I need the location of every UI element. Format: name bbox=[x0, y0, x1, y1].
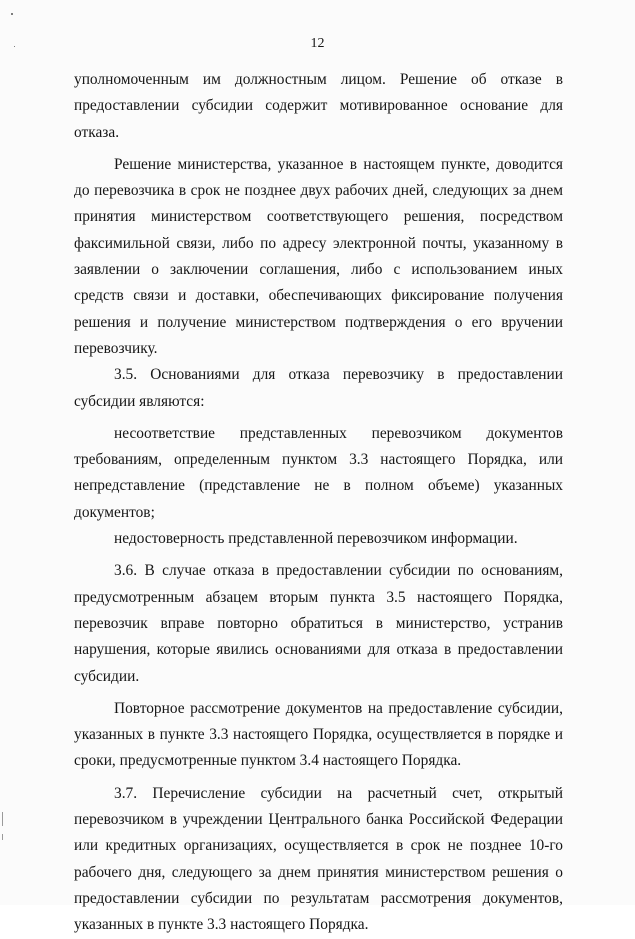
paragraph: 3.5. Основаниями для отказа перевозчику в предоставлении субсидии являются: bbox=[74, 366, 563, 410]
list-item: недостоверность представленной перевозчиком информации. bbox=[114, 530, 518, 548]
document-body bbox=[74, 67, 563, 939]
paragraph: уполномоченным им должностным лицом. Решение об отказе в предоставлении субсидии содержит мотивированное основание для отказа. bbox=[74, 71, 563, 141]
paragraph: Решение министерства, указанное в настоящем пункте, доводится до перевозчика в срок не позднее двух рабочих дней, следующих за днем принятия министерством соответствующего решения, посредством факсимильной связи, либо по адресу электронной почты, указанному в заявлении о заключении соглашения, либо с использованием иных средств связи и доставки, обеспечивающих фиксирование получения решения и получение министерством подтверждения о его вручении перевозчику. bbox=[74, 155, 563, 357]
scan-edge-mark bbox=[2, 834, 3, 840]
paragraph: 3.7. Перечисление субсидии на расчетный счет, открытый перевозчиком в учреждении Центрального банка Российской Федерации или кредитных организациях, осуществляется в срок не позднее 10-го рабочего дня, следующего за днем принятия министерством решения о предоставлении субсидии по результатам рассмотрения документов, указанных в пункте 3.3 настоящего Порядка. bbox=[74, 784, 563, 934]
scan-speck bbox=[11, 13, 13, 15]
paragraph: 3.6. В случае отказа в предоставлении субсидии по основаниям, предусмотренным абзацем вторым пункта 3.5 настоящего Порядка, перевозчик вправе повторно обратиться в министерство, устранив нарушения, которые явились основаниями для отказа в предоставлении субсидии. bbox=[74, 562, 563, 685]
paragraph: Повторное рассмотрение документов на предоставление субсидии, указанных в пункте 3.3 настоящего Порядка, осуществляется в порядке и сроки, предусмотренные пунктом 3.4 настоящего Порядка. bbox=[74, 699, 563, 770]
list-item: несоответствие представленных перевозчиком документов требованиям, определенным пунктом 3.3 настоящего Порядка, или непредставление (представление не в полном объеме) указанных документов; bbox=[74, 424, 563, 521]
page-number: 12 bbox=[310, 36, 325, 51]
scan-edge-mark bbox=[2, 812, 3, 826]
